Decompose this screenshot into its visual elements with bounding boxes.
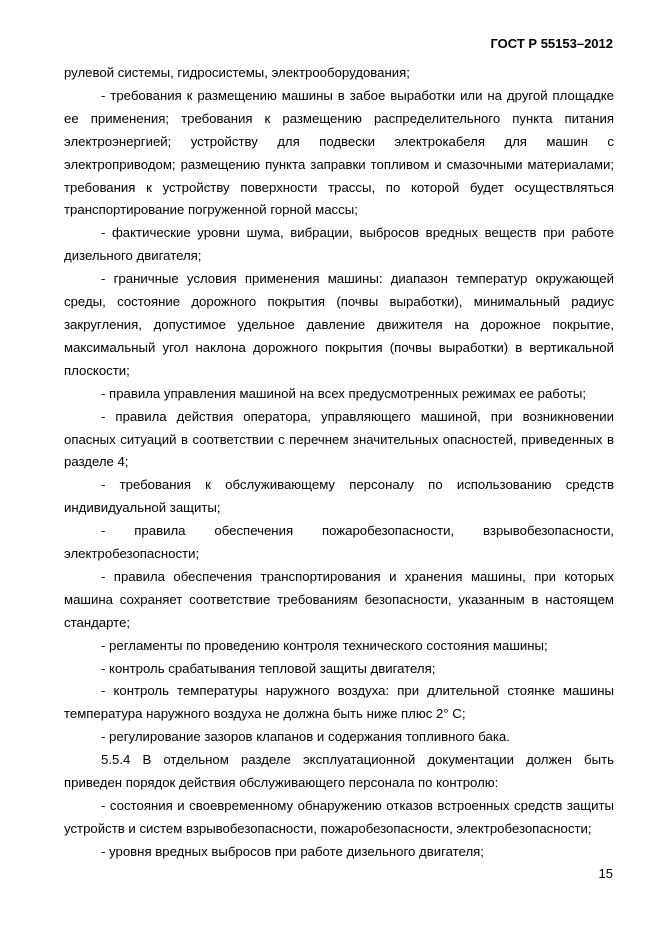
paragraph: - граничные условия применения машины: диапазон температур окружающей среды, состояние дорожного покрытия (почвы выработки), минимальный радиус закругления, допустимое удельное давление движителя на дорожное покрытие, максимальный угол наклона дорожного покрытия (почвы выработки) в вертикальной плоскости; [64, 271, 614, 378]
section-paragraph: 5.5.4 В отдельном разделе эксплуатационной документации должен быть приведен порядок действия обслуживающего персонала по контролю: [64, 752, 614, 791]
document-body [64, 62, 614, 864]
paragraph: - правила действия оператора, управляющего машиной, при возникновении опасных ситуаций в соответствии с перечнем значительных опасностей, приведенных в разделе 4; [64, 408, 614, 470]
page-number: 15 [598, 866, 613, 881]
paragraph: - регулирование зазоров клапанов и содержания топливного бака. [101, 729, 510, 745]
paragraph: - требования к размещению машины в забое выработки или на другой площадке ее применения; требования к размещению распределительного пункта питания электроэнергией; устройству для подвески электрокабеля для машин с электроприводом; размещению пункта заправки топливом и смазочными материалами; требования к устройству поверхности трассы, по которой будет осуществляться транспортирование погруженной горной массы; [64, 87, 614, 218]
paragraph: - состояния и своевременному обнаружению отказов встроенных средств защиты устройств и систем взрывобезопасности, пожаробезопасности, электробезопасности; [64, 798, 614, 836]
paragraph: - правила управления машиной на всех предусмотренных режимах ее работы; [101, 385, 587, 401]
paragraph: - уровня вредных выбросов при работе дизельного двигателя; [101, 843, 484, 859]
paragraph: - правила обеспечения транспортирования и хранения машины, при которых машина сохраняет соответствие требованиям безопасности, указанным в настоящем стандарте; [64, 568, 614, 630]
paragraph: - требования к обслуживающему персоналу по использованию средств индивидуальной защиты; [64, 477, 614, 516]
paragraph: - фактические уровни шума, вибрации, выбросов вредных веществ при работе дизельного двигателя; [64, 225, 614, 264]
paragraph: рулевой системы, гидросистемы, электрооборудования; [64, 65, 410, 80]
paragraph: - правила обеспечения пожаробезопасности, взрывобезопасности, электробезопасности; [64, 523, 614, 562]
paragraph: - регламенты по проведению контроля технического состояния машины; [101, 637, 548, 653]
paragraph: - контроль температуры наружного воздуха: при длительной стоянке машины температура наружного воздуха не должна быть ниже плюс 2° С; [64, 683, 614, 722]
document-header: ГОСТ Р 55153–2012 [490, 36, 613, 51]
paragraph: - контроль срабатывания тепловой защиты двигателя; [101, 660, 436, 676]
